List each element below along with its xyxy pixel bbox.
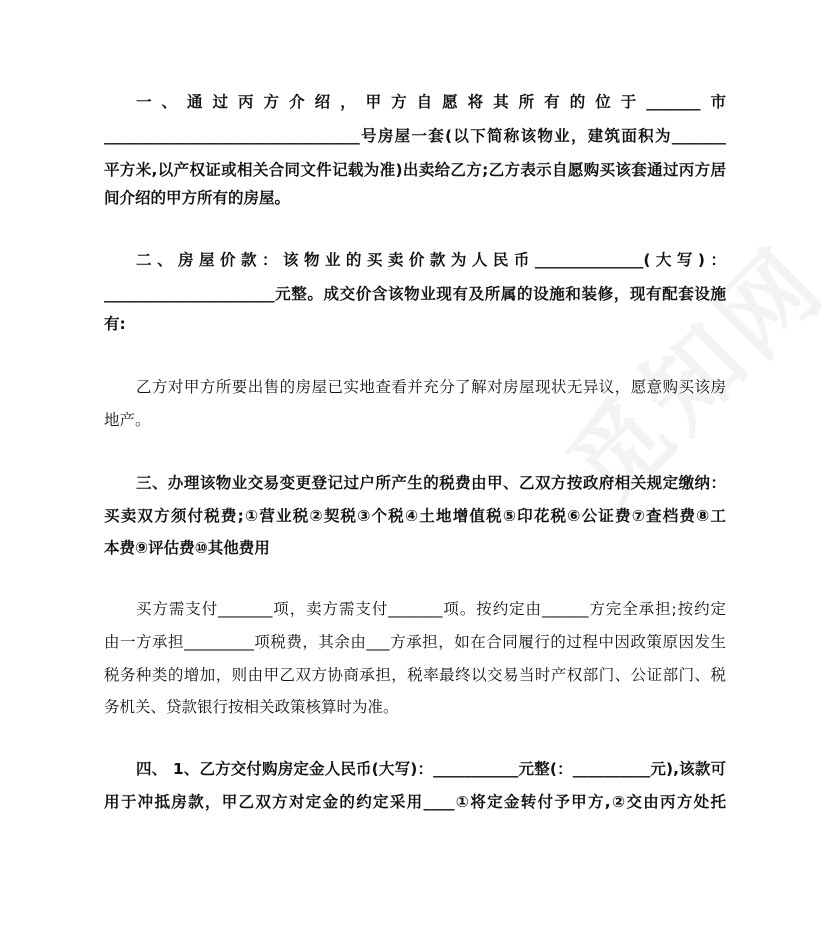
- section-1-line-4: 间介绍的甲方所有的房屋。: [104, 189, 291, 207]
- paragraph-2-line-1: 买方需支付_______项，卖方需支付_______项。按约定由______方完全承担;按约定: [136, 600, 726, 618]
- paragraph-1-line-2: 地产。: [104, 411, 151, 429]
- section-4-line-1: 四、 1、乙方交付购房定金人民币(大写)：___________元整(：__________元),该款可: [136, 760, 726, 778]
- paragraph-2-line-3: 税务种类的增加，则由甲乙双方协商承担，税率最终以交易当时产权部门、公证部门、税: [104, 666, 726, 684]
- section-3-line-2: 买卖双方须付税费;①营业税②契税③个税④土地增值税⑤印花税⑥公证费⑦查档费⑧工: [104, 507, 726, 525]
- section-1-line-2: _________________________________号房屋一套(以下简称该物业，建筑面积为_______: [104, 127, 726, 145]
- section-2-line-3: 有:: [104, 315, 126, 333]
- section-3-line-3: 本费⑨评估费⑩其他费用: [104, 539, 270, 557]
- section-4-line-2: 用于冲抵房款，甲乙双方对定金的约定采用____①将定金转付予甲方,②交由丙方处托: [104, 793, 726, 811]
- paragraph-2-line-2: 由一方承担_________项税费，其余由___方承担，如在合同履行的过程中因政策原因发生: [104, 633, 726, 651]
- section-2-line-1: 二、房屋价款：该物业的买卖价款为人民币______________(大写)：: [136, 251, 726, 269]
- section-1-line-1: 一、通过丙方介绍，甲方自愿将其所有的位于_______市: [136, 93, 726, 111]
- section-3-line-1: 三、办理该物业交易变更登记过户所产生的税费由甲、乙双方按政府相关规定缴纳：: [136, 474, 726, 492]
- section-1-line-3: 平方米,以产权证或相关合同文件记载为准)出卖给乙方;乙方表示自愿购买该套通过丙方居: [104, 161, 726, 179]
- section-2-line-2: ______________________元整。成交价含该物业现有及所属的设施和装修，现有配套设施: [104, 285, 726, 303]
- paragraph-2-line-4: 务机关、贷款银行按相关政策核算时为准。: [104, 698, 399, 716]
- paragraph-1-line-1: 乙方对甲方所要出售的房屋已实地查看并充分了解对房屋现状无异议，愿意购买该房: [136, 378, 726, 396]
- watermark: [533, 163, 830, 517]
